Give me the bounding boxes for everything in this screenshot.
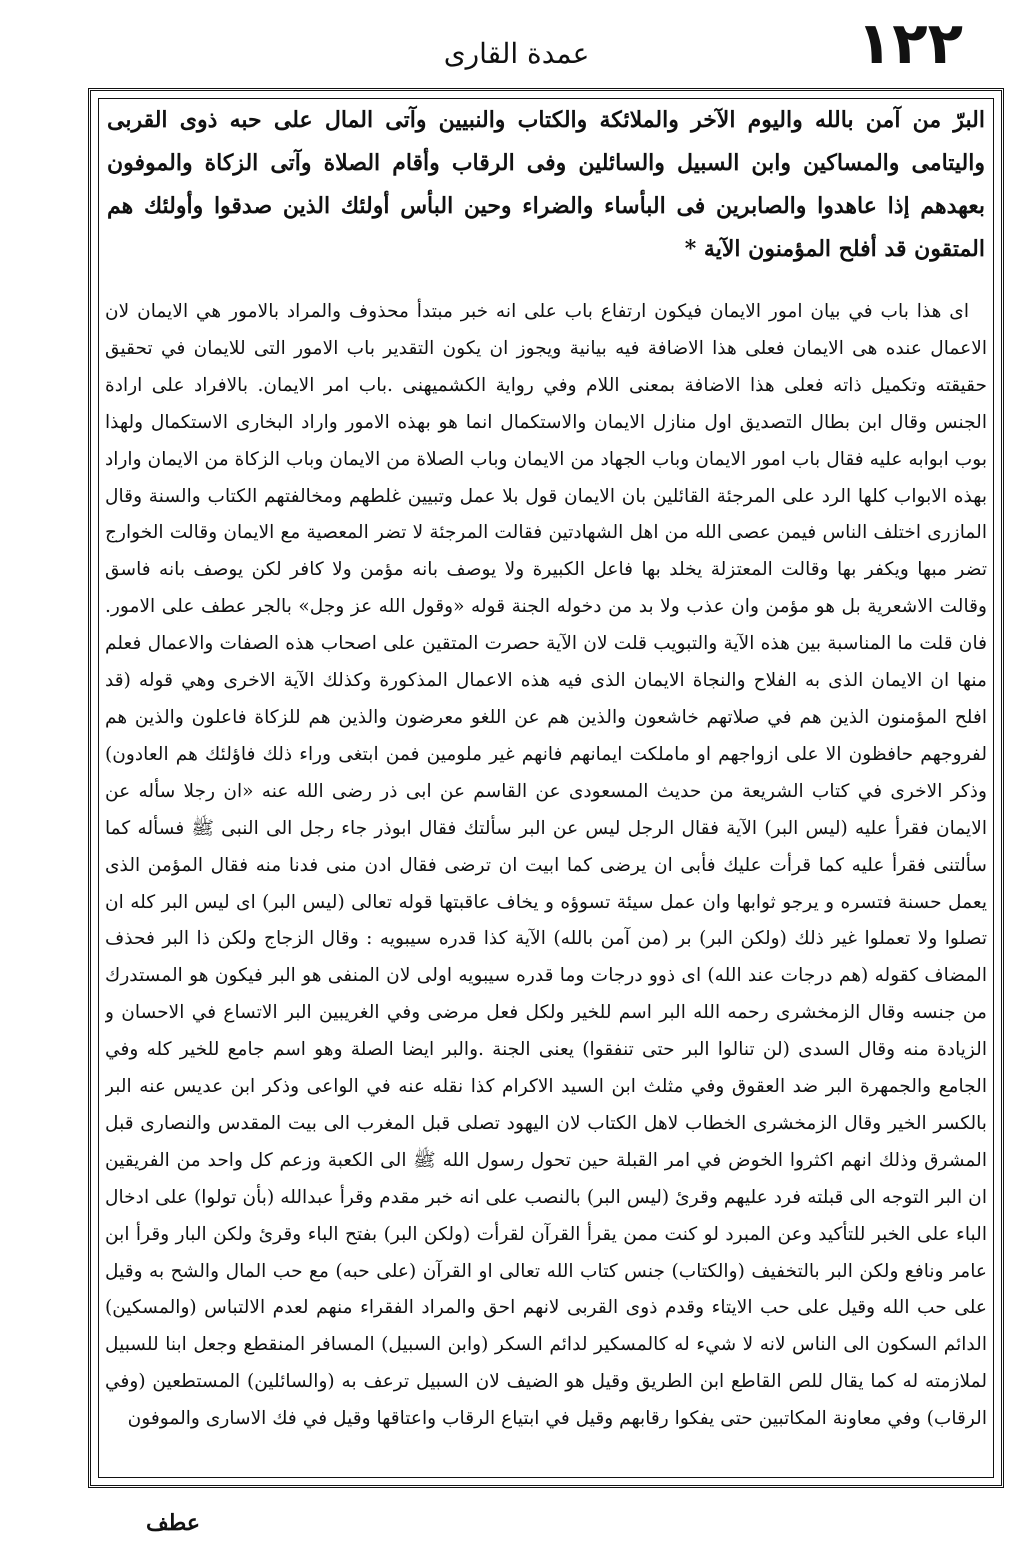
running-title: عمدة القارى <box>443 37 590 70</box>
commentary-text <box>105 294 987 1479</box>
text-frame <box>88 88 1004 1488</box>
page-number: ١٢٢ <box>856 9 963 77</box>
catchword: عطف <box>146 1510 200 1536</box>
quran-verse-block: البرّ من آمن بالله واليوم الآخر والملائكة والكتاب والنبيين وآتى المال على حبه ذوى القربى واليتامى والمساكين وابن السبيل والسائلين وفى الرقاب وأقام الصلاة وآتى الزكاة والموفون بعهدهم إذا عاهدوا والصابرين فى البأساء والضراء وحين البأس أولئك الذين صدقوا وأولئك هم المتقون قد أفلح المؤمنون الآية * <box>107 107 985 262</box>
commentary-paragraph: اى هذا باب في بيان امور الايمان فيكون ارتفاع باب على انه خبر مبتدأ محذوف والمراد بالامور هي الايمان لان الاعمال عنده هى الايمان فعلى هذا الاضافة فيه بيانية ويجوز ان يكون التقدير باب الامور التى للايمان في تحقيق حقيقته وتكميل ذاته فعلى هذا الاضافة بمعنى اللام وفي رواية الكشميهنى .باب امر الايمان. بالافراد على ارادة الجنس وقال ابن بطال التصديق اول منازل الايمان والاستكمال انما هو بهذه الامور واراد البخارى الاستكمال ولهذا بوب ابوابه عليه فقال باب امور الايمان وباب الجهاد من الايمان وباب الصلاة من الايمان وباب الزكاة من الايمان واراد بهذه الابواب كلها الرد على المرجئة القائلين بان الايمان قول بلا عمل وتبيين غلطهم ومخالفتهم الكتاب والسنة وقال المازرى اختلف الناس فيمن عصى الله من اهل الشهادتين فقالت المرجئة لا تضر المعصية مع الايمان وقالت الخوارج تضر مبها ويكفر بها وقالت المعتزلة يخلد بها فاعل الكبيرة ولا يوصف بانه مؤمن ولا كافر لكن يوصف بانه فاسق وقالت الاشعرية بل هو مؤمن وان عذب ولا بد من دخوله الجنة قوله «وقول الله عز وجل» بالجر عطف على الامور. فان قلت ما المناسبة بين هذه الآية والتبويب قلت لان الآية حصرت المتقين على اصحاب هذه الصفات والاعمال فعلم منها ان الايمان الذى به الفلاح والنجاة الايمان الذى فيه هذه الاعمال المذكورة وكذلك الآية الاخرى وهي قوله (قد افلح المؤمنون الذين هم في صلاتهم خاشعون والذين هم عن اللغو معرضون والذين هم للزكاة فاعلون والذين هم لفروجهم حافظون الا على ازواجهم او ماملكت ايمانهم فانهم غير ملومين فمن ابتغى وراء ذلك فاؤلئك هم العادون) وذكر الاخرى في كتاب الشريعة من حديث المسعودى عن القاسم عن ابى ذر رضى الله عنه «ان رجلا سأله عن الايمان فقرأ عليه (ليس البر) الآية فقال الرجل ليس عن البر سألتك فقال ابوذر جاء رجل الى النبى ﷺ فسأله كما سألتنى فقرأ عليه كما قرأت عليك فأبى ان يرضى كما ابيت ان ترضى فقال ادن منى فدنا منه فقال المؤمن الذى يعمل حسنة فتسره و يرجو ثوابها وان عمل سيئة تسوؤه و يخاف عاقبتها قوله تعالى (ليس البر) اى ليس البر كله ان تصلوا ولا تعملوا غير ذلك (ولكن البر) بر (من آمن بالله) الآية كذا قدره سيبويه : وقال الزجاج ولكن ذا البر فحذف المضاف كقوله (هم درجات عند الله) اى ذوو درجات وما قدره سيبويه اولى لان المنفى هو البر فيكون هو المستدرك من جنسه وقال الزمخشرى رحمه الله البر اسم للخير ولكل فعل مرضى وفي الغريبين البر الاتساع في الاحسان و الزيادة منه وقال السدى (لن تنالوا البر حتى تنفقوا) يعنى الجنة .والبر ايضا الصلة وهو اسم جامع للخير كله وفي الجامع والجمهرة البر ضد العقوق وفي مثلث ابن السيد الاكرام كذا نقله عنه في الواعى وذكر ابن عديس عنه البر بالكسر الخير وقال الزمخشرى الخطاب لاهل الكتاب لان اليهود تصلى قبل المغرب الى بيت المقدس والنصارى قبل المشرق وذلك انهم اكثروا الخوض في امر القبلة حين تحول رسول الله ﷺ الى الكعبة وزعم كل واحد من الفريقين ان البر التوجه الى قبلته فرد عليهم وقرئ (ليس البر) بالنصب على انه خبر مقدم وقرأ عبدالله (بأن تولوا) على ادخال الباء على الخبر للتأكيد وعن المبرد لو كنت ممن يقرأ القرآن لقرأت (ولكن البر) بفتح الباء وقرئ ولكن البار وقرأ ابن عامر ونافع ولكن البر بالتخفيف (والكتاب) جنس كتاب الله تعالى او القرآن (على حبه) مع حب المال والشح به وقيل على حب الله وقيل على حب الايتاء وقدم ذوى القربى لانهم احق والمراد الفقراء منهم لعدم الالتباس (والمسكين) الدائم السكون الى الناس لانه لا شيء له كالمسكير لدائم السكر (وابن السبيل) المسافر المنقطع وجعل ابنا للسبيل لملازمته له كما يقال للص القاطع ابن الطريق وقيل هو الضيف لان السبيل ترعف به (والسائلين) المستطعين (وفي الرقاب) وفي معاونة المكاتبين حتى يفكوا رقابهم وقيل في ابتياع الرقاب واعتاقها وقيل في فك الاسارى والموفون <box>105 301 987 1430</box>
page-header <box>0 0 1033 86</box>
